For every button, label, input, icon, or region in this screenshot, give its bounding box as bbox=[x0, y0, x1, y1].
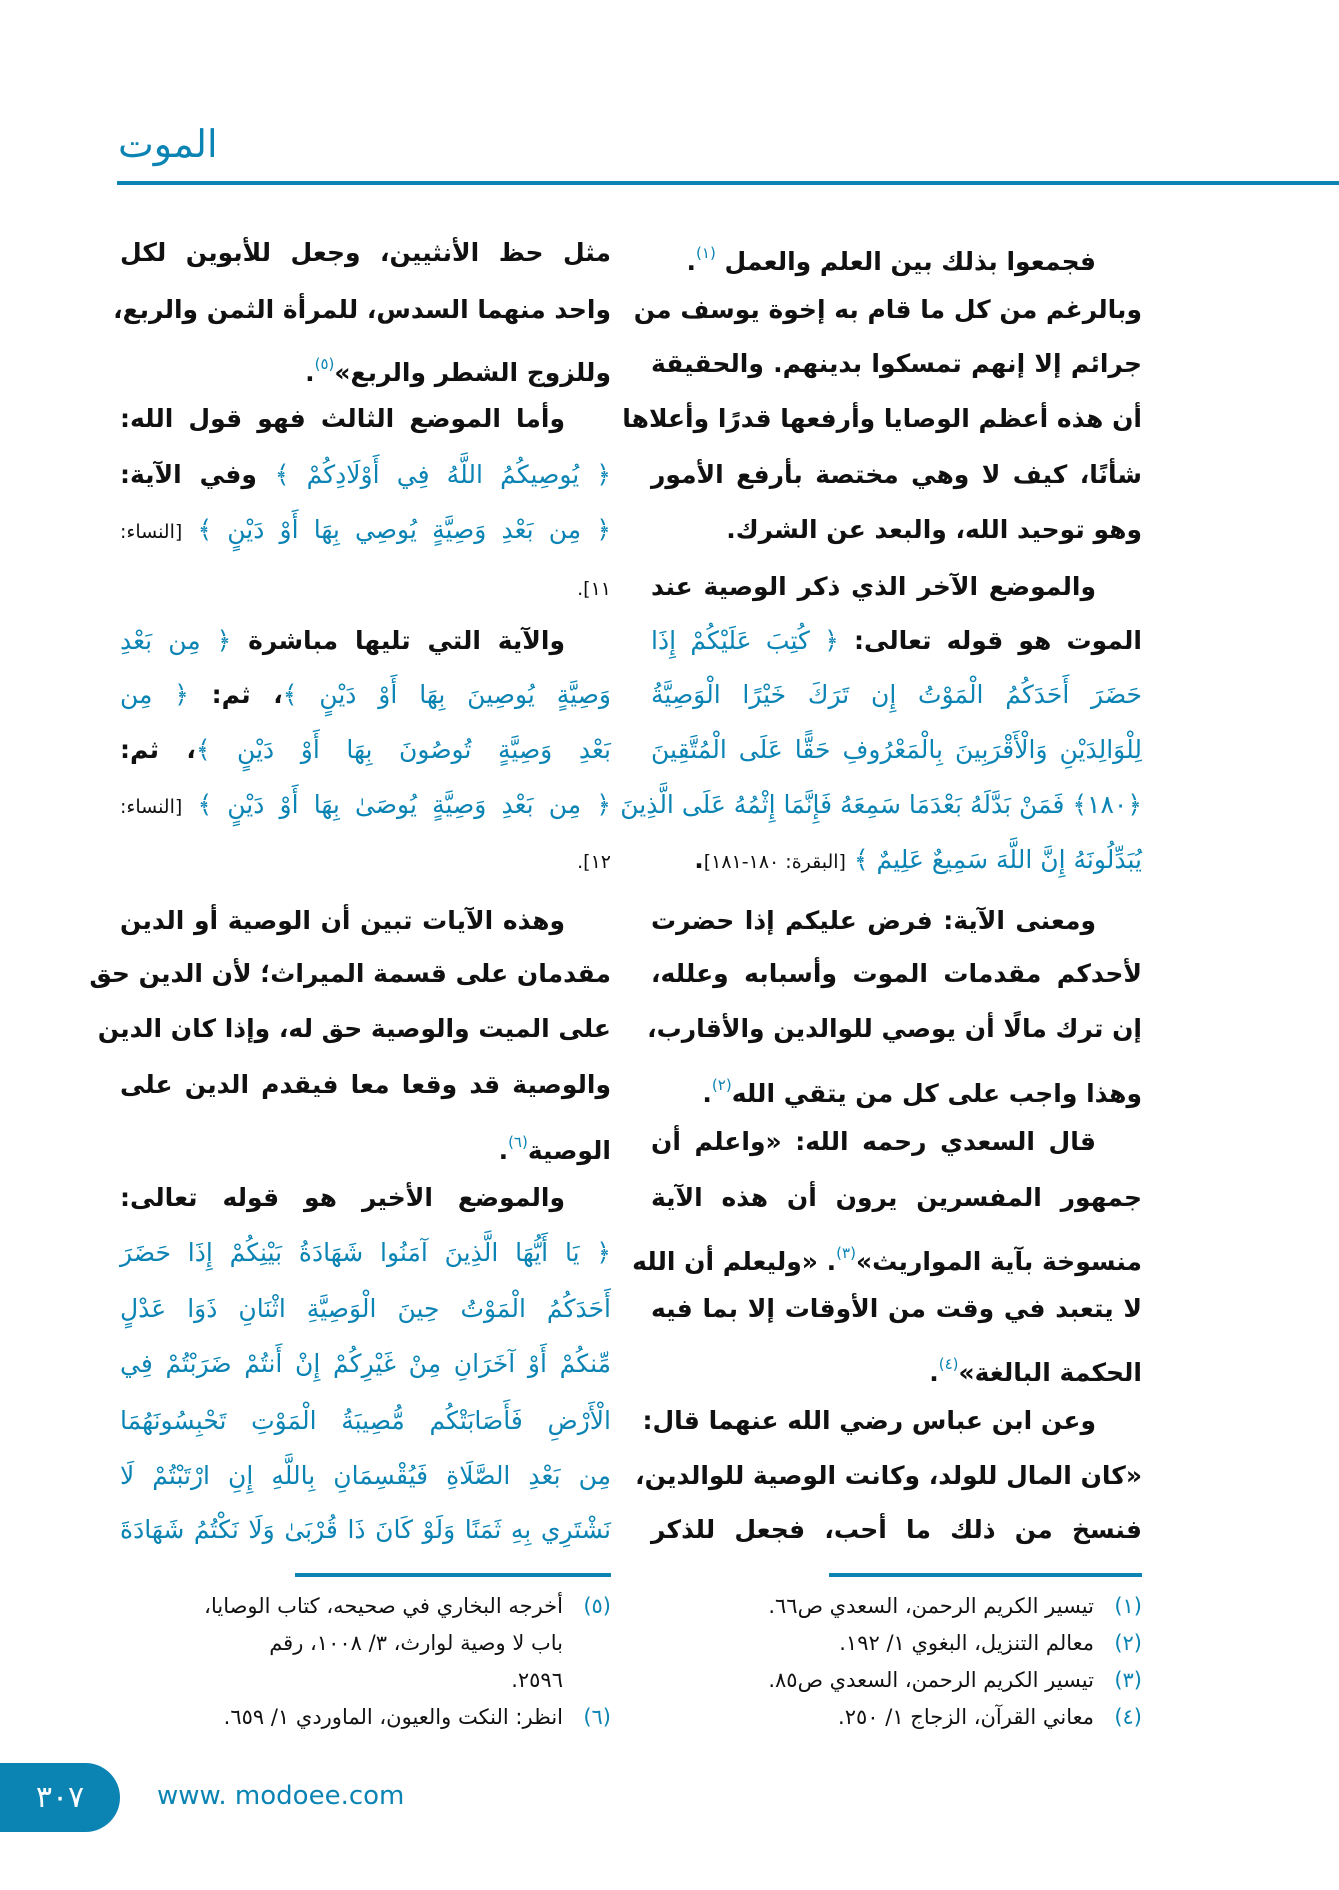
footnote bbox=[131, 1662, 611, 1699]
text-line bbox=[651, 1287, 1142, 1331]
body-text: وبالرغم من كل ما قام به إخوة يوسف من bbox=[633, 295, 1142, 324]
chapter-title: الموت bbox=[118, 122, 218, 166]
text-line bbox=[642, 1399, 1096, 1443]
footnote-text: تيسير الكريم الرحمن، السعدي ص٨٥. bbox=[768, 1668, 1094, 1692]
footnote-text: معالم التنزيل، البغوي ١/ ١٩٢. bbox=[839, 1631, 1094, 1655]
body-text: وهذه الآيات تبين أن الوصية أو الدين bbox=[120, 906, 565, 935]
text-line bbox=[632, 1231, 1142, 1276]
body-text: فنسخ من ذلك ما أحب، فجعل للذكر bbox=[651, 1515, 1142, 1544]
text-line bbox=[651, 1508, 1142, 1552]
body-text: الموت هو قوله تعالى: bbox=[838, 626, 1142, 655]
text-line bbox=[113, 288, 611, 332]
quran-verse-text: حَضَرَ أَحَدَكُمُ الْمَوْتُ إِن تَرَكَ خَيْرًا الْوَصِيَّةُ bbox=[651, 680, 1142, 709]
text-line bbox=[651, 565, 1096, 609]
quran-verse-text: نَشْتَرِي بِهِ ثَمَنًا وَلَوْ كَانَ ذَا قُرْبَىٰ وَلَا نَكْتُمُ شَهَادَةَ bbox=[120, 1515, 611, 1544]
text-line bbox=[120, 1454, 611, 1498]
footnote-number: (٦) bbox=[583, 1705, 611, 1729]
verse-reference: ١٢]. bbox=[577, 851, 611, 873]
text-line bbox=[651, 838, 1142, 882]
page-number: ٣٠٧ bbox=[35, 1780, 85, 1815]
text-line bbox=[120, 397, 565, 441]
body-text: ، ثم: bbox=[120, 735, 196, 764]
text-line bbox=[120, 1231, 611, 1275]
footnote-text: معاني القرآن، الزجاج ١/ ٢٥٠. bbox=[838, 1705, 1094, 1729]
footnote bbox=[662, 1588, 1142, 1625]
quran-verse-text: مِّنكُمْ أَوْ آخَرَانِ مِنْ غَيْرِكُمْ إِنْ أَنتُمْ ضَرَبْتُمْ فِي bbox=[120, 1349, 611, 1378]
text-line bbox=[120, 619, 565, 663]
body-text: . bbox=[702, 1079, 712, 1108]
body-text: . bbox=[686, 247, 697, 276]
text-line bbox=[120, 783, 611, 827]
body-text: والموضع الآخر الذي ذكر الوصية عند bbox=[651, 572, 1096, 601]
text-line bbox=[651, 342, 1142, 386]
quran-verse-text: ﴿ يُوصِيكُمُ اللَّهُ فِي أَوْلَادِكُمْ ﴾ bbox=[274, 460, 612, 489]
text-line bbox=[620, 783, 1142, 827]
text-line bbox=[120, 342, 611, 386]
body-text: . bbox=[498, 1136, 509, 1165]
body-text: . bbox=[929, 1358, 939, 1387]
footnote-marker[interactable]: (٦) bbox=[508, 1133, 528, 1151]
footnote-number: (٣) bbox=[1114, 1668, 1142, 1692]
body-text: منسوخة بآية المواريث» bbox=[855, 1247, 1142, 1276]
text-line bbox=[635, 1454, 1142, 1498]
text-line bbox=[120, 453, 611, 497]
footnote-marker[interactable]: (٢) bbox=[711, 1076, 732, 1094]
verse-reference: ١١]. bbox=[577, 578, 611, 600]
quran-verse-text: أَحَدَكُمُ الْمَوْتُ حِينَ الْوَصِيَّةِ اثْنَانِ ذَوَا عَدْلٍ bbox=[120, 1294, 611, 1323]
footnote bbox=[131, 1588, 611, 1625]
body-text: الحكمة البالغة» bbox=[958, 1358, 1142, 1387]
footnote-marker[interactable]: (١) bbox=[696, 244, 716, 262]
quran-verse-text: يُبَدِّلُونَهُ إِنَّ اللَّهَ سَمِيعٌ عَلِيمٌ ﴾ bbox=[845, 845, 1142, 874]
body-text: وهو توحيد الله، والبعد عن الشرك. bbox=[726, 515, 1142, 544]
text-line bbox=[651, 1342, 1142, 1386]
footnote-text: ٢٥٩٦. bbox=[511, 1668, 563, 1692]
footnote-marker[interactable]: (٥) bbox=[314, 355, 335, 373]
text-line bbox=[651, 453, 1142, 497]
footnote bbox=[131, 1699, 611, 1736]
footnote bbox=[131, 1625, 611, 1662]
text-line bbox=[120, 1508, 611, 1552]
body-text: لأحدكم مقدمات الموت وأسبابه وعلله، bbox=[651, 959, 1142, 988]
footnote-divider-left bbox=[295, 1573, 611, 1577]
text-line bbox=[120, 728, 611, 772]
footnote-number: (٥) bbox=[583, 1594, 611, 1618]
body-text: . bbox=[305, 358, 315, 387]
footnote-marker[interactable]: (٤) bbox=[938, 1355, 959, 1373]
footnote-text: انظر: النكت والعيون، الماوردي ١/ ٦٥٩. bbox=[223, 1705, 563, 1729]
body-text: أن هذه أعظم الوصايا وأرفعها قدرًا وأعلاها bbox=[622, 404, 1142, 433]
text-line bbox=[120, 673, 611, 717]
body-text: والموضع الأخير هو قوله تعالى: bbox=[120, 1183, 565, 1212]
body-text: ، ثم: bbox=[188, 680, 283, 709]
text-line bbox=[120, 1399, 611, 1443]
footnote-text: تيسير الكريم الرحمن، السعدي ص٦٦. bbox=[768, 1594, 1094, 1618]
text-line bbox=[120, 1287, 611, 1331]
body-text: «كان المال للولد، وكانت الوصية للوالدين، bbox=[635, 1461, 1142, 1490]
quran-verse-text: ﴿ مِن بَعْدِ وَصِيَّةٍ يُوصِي بِهَا أَوْ دَيْنٍ ﴾ bbox=[182, 515, 611, 544]
text-line bbox=[647, 1007, 1142, 1051]
text-line bbox=[651, 231, 1096, 275]
quran-verse-text: ﴿١٨٠﴾ فَمَنْ بَدَّلَهُ بَعْدَمَا سَمِعَهُ فَإِنَّمَا إِثْمُهُ عَلَى الَّذِينَ bbox=[620, 790, 1142, 819]
footnote-marker[interactable]: (٣) bbox=[836, 1244, 856, 1262]
text-line bbox=[622, 397, 1142, 441]
body-text: فجمعوا بذلك بين العلم والعمل bbox=[715, 247, 1096, 276]
footnote-text: باب لا وصية لوارث، ٣/ ١٠٠٨، رقم bbox=[269, 1631, 563, 1655]
body-text: وهذا واجب على كل من يتقي الله bbox=[731, 1079, 1142, 1108]
footnote bbox=[662, 1625, 1142, 1662]
text-line bbox=[120, 508, 611, 552]
body-text: واحد منهما السدس، للمرأة الثمن والربع، bbox=[113, 295, 611, 324]
verse-reference: [البقرة: ١٨٠-١٨١] bbox=[703, 851, 846, 873]
verse-reference: [النساء: bbox=[120, 521, 183, 543]
text-line bbox=[651, 1120, 1096, 1164]
footnote-number: (٢) bbox=[1114, 1631, 1142, 1655]
body-text: شأنًا، كيف لا وهي مختصة بأرفع الأمور bbox=[651, 460, 1142, 489]
quran-verse-text: ﴿ يَا أَيُّهَا الَّذِينَ آمَنُوا شَهَادَةُ بَيْنِكُمْ إِذَا حَضَرَ bbox=[120, 1238, 611, 1267]
body-text: والآية التي تليها مباشرة bbox=[231, 626, 565, 655]
body-text: جرائم إلا إنهم تمسكوا بدينهم. والحقيقة bbox=[651, 349, 1142, 378]
body-text: على الميت والوصية حق له، وإذا كان الدين bbox=[97, 1014, 611, 1043]
text-line bbox=[97, 1007, 611, 1051]
footnote bbox=[662, 1699, 1142, 1736]
text-line bbox=[120, 838, 611, 882]
body-text: . «وليعلم أن الله bbox=[632, 1247, 837, 1276]
body-text: وفي الآية: bbox=[120, 460, 275, 489]
body-text: وللزوج الشطر والربع» bbox=[334, 358, 611, 387]
quran-verse-text: ﴿ كُتِبَ عَلَيْكُمْ إِذَا bbox=[651, 626, 839, 655]
body-text: مقدمان على قسمة الميراث؛ لأن الدين حق bbox=[89, 959, 611, 988]
footnote-number: (٤) bbox=[1114, 1705, 1142, 1729]
text-line bbox=[651, 952, 1142, 996]
verse-reference: [النساء: bbox=[120, 796, 183, 818]
body-text: قال السعدي رحمه الله: «واعلم أن bbox=[651, 1127, 1096, 1156]
body-text: وأما الموضع الثالث فهو قول الله: bbox=[120, 404, 565, 433]
body-text: الوصية bbox=[527, 1136, 611, 1165]
website-link[interactable]: www. modoee.com bbox=[157, 1781, 405, 1811]
quran-verse-text: وَصِيَّةٍ يُوصِينَ بِهَا أَوْ دَيْنٍ ﴾ bbox=[282, 680, 611, 709]
body-text: والوصية قد وقعا معا فيقدم الدين على bbox=[120, 1070, 611, 1099]
text-line bbox=[633, 288, 1142, 332]
quran-verse-text: ﴿ مِن بَعْدِ bbox=[120, 626, 232, 655]
quran-verse-text: ﴿ مِن bbox=[120, 680, 189, 709]
text-line bbox=[120, 899, 565, 943]
text-line bbox=[651, 619, 1142, 663]
text-line bbox=[651, 899, 1096, 943]
body-text: . bbox=[694, 845, 704, 874]
text-line bbox=[651, 728, 1142, 772]
footnote bbox=[662, 1662, 1142, 1699]
quran-verse-text: ﴿ مِن بَعْدِ وَصِيَّةٍ يُوصَىٰ بِهَا أَوْ دَيْنٍ ﴾ bbox=[182, 790, 611, 819]
quran-verse-text: الْأَرْضِ فَأَصَابَتْكُم مُّصِيبَةُ الْمَوْتِ تَحْبِسُونَهُمَا bbox=[120, 1406, 611, 1435]
text-line bbox=[89, 952, 611, 996]
text-line bbox=[651, 1176, 1142, 1220]
footnote-text: أخرجه البخاري في صحيحه، كتاب الوصايا، bbox=[204, 1594, 563, 1618]
body-text: لا يتعبد في وقت من الأوقات إلا بما فيه bbox=[651, 1294, 1142, 1323]
text-line bbox=[120, 565, 611, 609]
footnote-divider-right bbox=[829, 1573, 1142, 1577]
text-line bbox=[120, 231, 611, 275]
body-text: إن ترك مالًا أن يوصي للوالدين والأقارب، bbox=[647, 1014, 1142, 1043]
text-line bbox=[120, 1120, 611, 1164]
text-line bbox=[651, 1063, 1142, 1107]
page-number-tab bbox=[0, 1763, 120, 1832]
text-line bbox=[651, 508, 1142, 552]
body-text: جمهور المفسرين يرون أن هذه الآية bbox=[651, 1183, 1142, 1212]
body-text: ومعنى الآية: فرض عليكم إذا حضرت bbox=[651, 906, 1096, 935]
text-line bbox=[120, 1176, 565, 1220]
text-line bbox=[120, 1342, 611, 1386]
text-line bbox=[120, 1063, 611, 1107]
quran-verse-text: لِلْوَالِدَيْنِ وَالْأَقْرَبِينَ بِالْمَعْرُوفِ حَقًّا عَلَى الْمُتَّقِينَ bbox=[651, 735, 1142, 764]
body-text: وعن ابن عباس رضي الله عنهما قال: bbox=[642, 1406, 1096, 1435]
quran-verse-text: مِن بَعْدِ الصَّلَاةِ فَيُقْسِمَانِ بِاللَّهِ إِنِ ارْتَبْتُمْ لَا bbox=[120, 1461, 611, 1490]
quran-verse-text: بَعْدِ وَصِيَّةٍ تُوصُونَ بِهَا أَوْ دَيْنٍ ﴾ bbox=[195, 735, 611, 764]
body-text: مثل حظ الأنثيين، وجعل للأبوين لكل bbox=[120, 238, 611, 267]
footnote-number: (١) bbox=[1114, 1594, 1142, 1618]
text-line bbox=[651, 673, 1142, 717]
